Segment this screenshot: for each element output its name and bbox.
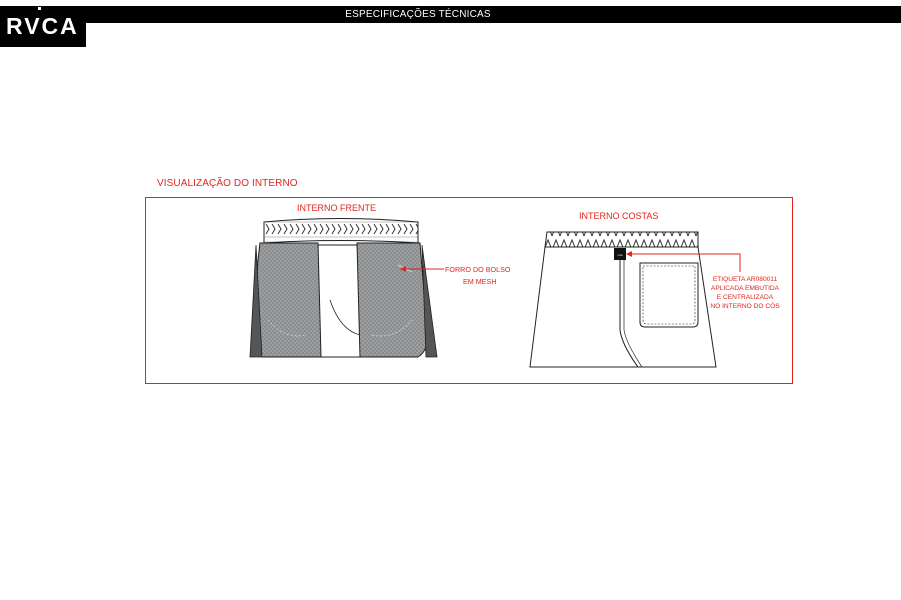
tag-callout (704, 275, 786, 311)
pocket-callout-line1: FORRO DO BOLSO (445, 265, 511, 274)
tag-callout-line2: APLICADA EMBUTIDA (710, 285, 780, 292)
section-title: VISUALIZAÇÃO DO INTERNO (157, 178, 298, 189)
svg-text:rvca: rvca (617, 254, 623, 257)
tag-callout-line3: E CENTRALIZADA (716, 294, 774, 301)
back-waistband (545, 232, 698, 247)
back-interior-drawing (530, 232, 716, 367)
page-title: ESPECIFICAÇÕES TÉCNICAS (345, 9, 491, 20)
tag-callout-line1: ETIQUETA AR080011 (712, 276, 778, 283)
front-view-label: INTERNO FRENTE (297, 203, 377, 213)
back-view-label: INTERNO COSTAS (579, 211, 659, 221)
front-left-pocket-mesh (253, 243, 321, 357)
front-right-pocket-mesh (357, 243, 428, 357)
pocket-callout-line2: EM MESH (463, 277, 497, 286)
logo-text: RVCA (6, 13, 79, 39)
pocket-lining-callout (445, 264, 519, 288)
front-waistband (264, 219, 418, 244)
front-interior-drawing (250, 219, 437, 358)
tag-callout-line4: NO INTERNO DO CÓS (710, 303, 780, 310)
back-pocket (640, 263, 698, 327)
